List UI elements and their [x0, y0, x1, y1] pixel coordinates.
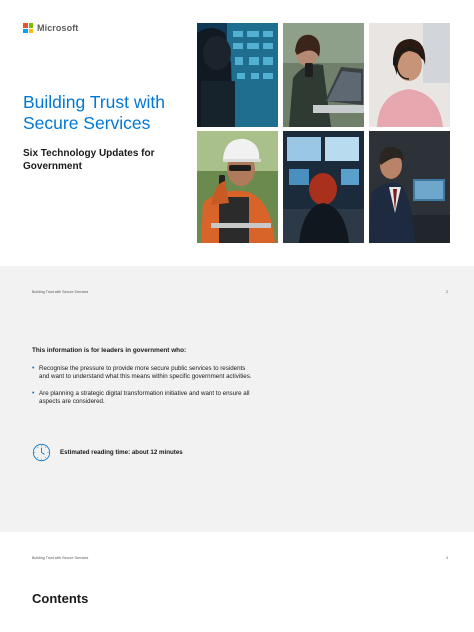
woman-with-phone-and-laptop-photo	[283, 23, 364, 127]
clock-icon	[32, 443, 51, 462]
running-head: Building Trust with Secure Services	[32, 556, 89, 560]
contents-page	[0, 536, 474, 632]
page-number: 2	[446, 290, 448, 294]
microsoft-logo	[23, 23, 78, 33]
worker-with-hardhat-and-radio-photo	[197, 131, 278, 243]
man-in-suit-at-desk-photo	[369, 131, 450, 243]
running-head: Building Trust with Secure Services	[32, 290, 89, 294]
photo-grid	[197, 23, 450, 243]
list-item: • Are planning a strategic digital transformation initiative and want to ensure all aspects are considered.	[32, 390, 252, 407]
audience-heading: This information is for leaders in government who:	[32, 347, 187, 354]
microsoft-logo-icon	[23, 23, 33, 33]
intro-page	[0, 266, 474, 532]
cover-title: Building Trust with Secure Services	[23, 92, 166, 133]
operator-at-monitors-photo	[283, 131, 364, 243]
page-number: 3	[446, 556, 448, 560]
list-item: • Recognise the pressure to provide more secure public services to residents and want to understand what this means within specific government activities.	[32, 365, 252, 382]
cover-subtitle: Six Technology Updates for Government	[23, 148, 155, 172]
person-with-control-room-screens-photo	[197, 23, 278, 127]
brand-name: Microsoft	[37, 23, 79, 33]
contents-heading: Contents	[32, 591, 89, 606]
cover-page	[0, 0, 474, 262]
woman-with-headset-photo	[369, 23, 450, 127]
audience-list	[32, 365, 252, 414]
reading-time	[32, 443, 183, 462]
reading-time-text: Estimated reading time: about 12 minutes	[60, 449, 183, 456]
